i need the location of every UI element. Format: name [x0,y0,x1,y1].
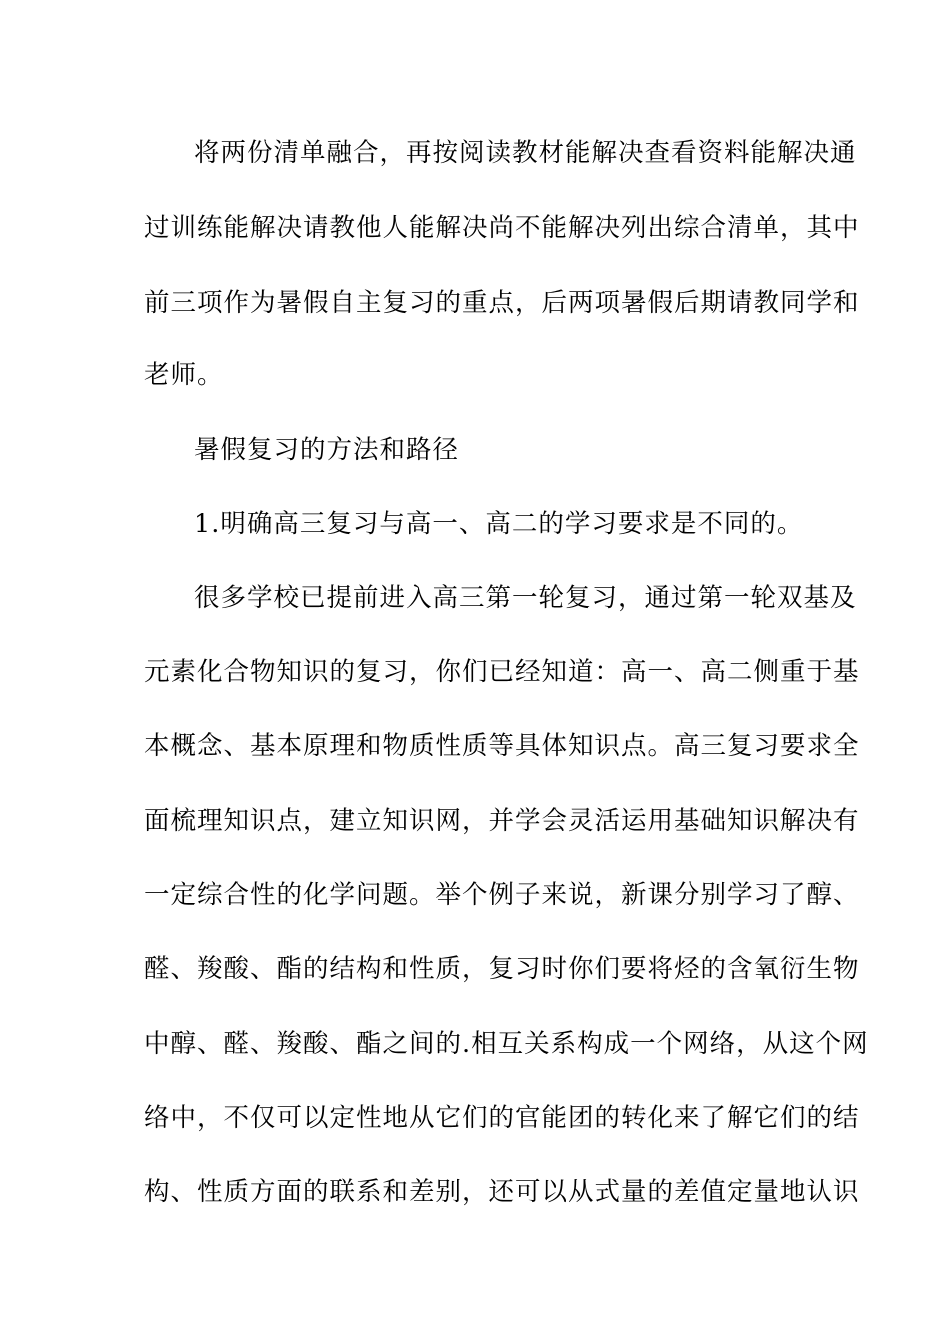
paragraph-line: 很多学校已提前进入高三第一轮复习，通过第一轮双基及 [194,583,857,613]
paragraph-line: 元素化合物知识的复习，你们已经知道：高一、高二侧重于基 [144,657,860,687]
paragraph-line: 将两份清单融合，再按阅读教材能解决查看资料能解决通 [194,138,857,168]
numbered-heading: 1.明确高三复习与高一、高二的学习要求是不同的。 [194,509,804,539]
paragraph-line: 面梳理知识点，建立知识网，并学会灵活运用基础知识解决有 [144,806,860,836]
paragraph-line: 前三项作为暑假自主复习的重点，后两项暑假后期请教同学和 [144,288,860,318]
paragraph-line: 醛、羧酸、酯的结构和性质，复习时你们要将烃的含氧衍生物 [144,954,860,984]
section-heading: 暑假复习的方法和路径 [194,435,460,465]
paragraph-line: 一定综合性的化学问题。举个例子来说，新课分别学习了醇、 [144,880,860,910]
paragraph-line: 络中，不仅可以定性地从它们的官能团的转化来了解它们的结 [144,1103,860,1133]
paragraph-line: 构、性质方面的联系和差别，还可以从式量的差值定量地认识 [144,1177,860,1207]
paragraph-line: 本概念、基本原理和物质性质等具体知识点。高三复习要求全 [144,731,860,761]
paragraph-line: 中醇、醛、羧酸、酯之间的.相互关系构成一个网络，从这个网 [144,1029,869,1059]
paragraph-line: 老师。 [144,360,224,390]
paragraph-line: 过训练能解决请教他人能解决尚不能解决列出综合清单，其中 [144,213,860,243]
